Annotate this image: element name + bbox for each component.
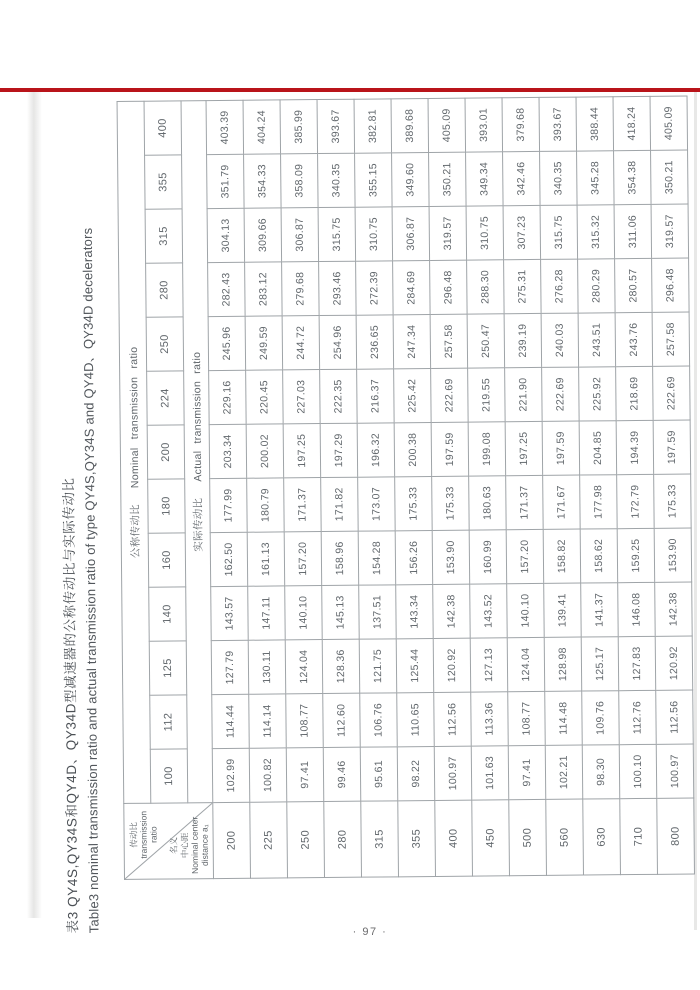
page-left-edge-shadow [27, 58, 42, 918]
table-cell: 276.28 [540, 259, 578, 313]
table-cell: 293.46 [318, 261, 356, 315]
table-cell: 97.41 [286, 747, 324, 801]
table-cell: 108.77 [507, 691, 545, 745]
transmission-ratio-table [116, 95, 694, 879]
table-cell: 127.83 [618, 636, 656, 690]
table-cell: 404.24 [243, 99, 281, 153]
table-cell: 158.62 [580, 528, 618, 582]
table-cell: 143.34 [395, 584, 433, 638]
table-cell: 358.09 [280, 153, 318, 207]
row-header-cell: 710 [619, 798, 657, 874]
header-red-rule [0, 88, 700, 92]
table-cell: 306.87 [281, 207, 319, 261]
table-titles [56, 95, 103, 935]
table-cell: 124.04 [507, 637, 545, 691]
table-cell: 249.59 [245, 315, 283, 369]
table-cell: 197.59 [653, 419, 691, 473]
table-cell: 180.79 [246, 477, 284, 531]
table-cell: 113.36 [470, 691, 508, 745]
table-cell: 142.38 [432, 584, 470, 638]
table-cell: 100.10 [619, 744, 657, 798]
table-cell: 171.37 [283, 477, 321, 531]
table-cell: 203.34 [209, 424, 247, 478]
table-cell: 156.26 [395, 530, 433, 584]
table-cell: 279.68 [281, 261, 319, 315]
table-cell: 158.82 [543, 529, 581, 583]
table-cell: 137.51 [358, 584, 396, 638]
table-cell: 315.75 [540, 205, 578, 259]
table-cell: 219.55 [467, 367, 505, 421]
table-cell: 154.28 [358, 530, 396, 584]
table-cell: 225.92 [578, 366, 616, 420]
table-cell: 222.69 [541, 367, 579, 421]
table-cell: 225.42 [393, 368, 431, 422]
table-cell: 222.35 [319, 369, 357, 423]
table-cell: 101.63 [471, 745, 509, 799]
table-cell: 128.36 [322, 639, 360, 693]
table-cell: 112.56 [433, 692, 471, 746]
table-cell: 125.44 [396, 638, 434, 692]
table-cell: 127.13 [470, 637, 508, 691]
table-cell: 141.37 [580, 582, 618, 636]
ratio-header-cell: 112 [149, 694, 187, 748]
table-cell: 146.08 [617, 582, 655, 636]
nominal-header-cn: 公称传动比 [128, 503, 142, 558]
table-cell: 354.33 [243, 153, 281, 207]
ratio-header-cell: 355 [144, 154, 182, 208]
table-cell: 418.24 [613, 96, 651, 150]
ratio-header-cell: 100 [150, 748, 188, 802]
table-cell: 340.35 [317, 153, 355, 207]
table-cell: 216.37 [356, 368, 394, 422]
table-cell: 171.82 [320, 477, 358, 531]
table-cell: 221.90 [504, 367, 542, 421]
table-cell: 139.41 [543, 583, 581, 637]
table-cell: 393.67 [539, 97, 577, 151]
table-cell: 393.67 [317, 99, 355, 153]
table-cell: 229.16 [208, 370, 246, 424]
table-cell: 257.58 [430, 314, 468, 368]
table-cell: 99.46 [323, 747, 361, 801]
table-cell: 196.32 [357, 422, 395, 476]
table-cell: 227.03 [282, 369, 320, 423]
table-cell: 385.99 [280, 99, 318, 153]
table-cell: 340.35 [539, 151, 577, 205]
table-cell: 159.25 [617, 528, 655, 582]
table-title-english: Table3 nominal transmission ratio and actual transmission ratio of type QY4S,QY34S and QY4D、QY34D decelerators [79, 227, 102, 933]
table-cell: 197.29 [320, 423, 358, 477]
table-cell: 161.13 [247, 531, 285, 585]
actual-header-cn: 实际传动比 [191, 497, 204, 552]
table-cell: 197.25 [283, 423, 321, 477]
table-cell: 388.44 [576, 96, 614, 150]
table-cell: 272.39 [355, 260, 393, 314]
table-cell: 140.10 [506, 583, 544, 637]
ratio-header-cell: 280 [145, 262, 183, 316]
table-cell: 222.69 [430, 368, 468, 422]
table-cell: 243.51 [578, 312, 616, 366]
table-cell: 275.31 [503, 259, 541, 313]
table-cell: 125.17 [581, 636, 619, 690]
corner-top-en2: ratio [148, 825, 159, 843]
table-cell: 112.60 [322, 693, 360, 747]
table-cell: 200.02 [246, 423, 284, 477]
table-cell: 121.75 [359, 638, 397, 692]
table-cell: 309.66 [244, 207, 282, 261]
table-cell: 114.14 [248, 693, 286, 747]
ratio-header-cell: 400 [144, 100, 182, 154]
table-cell: 310.75 [466, 205, 504, 259]
corner-label-transmission-ratio [128, 804, 159, 864]
table-row [650, 96, 694, 874]
table-cell: 127.79 [211, 640, 249, 694]
table-cell: 157.20 [506, 529, 544, 583]
ratio-header-cell: 160 [148, 532, 186, 586]
table-cell: 153.90 [654, 527, 692, 581]
table-cell: 197.59 [431, 422, 469, 476]
table-cell: 351.79 [206, 154, 244, 208]
table-cell: 239.19 [504, 313, 542, 367]
table-cell: 199.08 [468, 421, 506, 475]
table-cell: 245.96 [208, 316, 246, 370]
row-header-cell: 225 [249, 801, 287, 877]
table-cell: 140.10 [284, 585, 322, 639]
table-cell: 311.06 [614, 204, 652, 258]
table-cell: 349.34 [465, 151, 503, 205]
table-cell: 197.25 [505, 421, 543, 475]
table-cell: 379.68 [502, 97, 540, 151]
corner-cell [123, 802, 213, 879]
table-cell: 319.57 [651, 204, 689, 258]
table-cell: 236.65 [356, 314, 394, 368]
table-cell: 98.30 [582, 744, 620, 798]
table-cell: 350.21 [428, 152, 466, 206]
table-cell: 162.50 [210, 532, 248, 586]
table-cell: 284.69 [392, 260, 430, 314]
nominal-header-en: Nominal transmission ratio [127, 346, 141, 488]
table-cell: 175.33 [431, 476, 469, 530]
table-cell: 160.99 [469, 529, 507, 583]
row-header-cell: 355 [397, 800, 435, 876]
row-header-cell: 500 [508, 799, 546, 875]
table-cell: 315.75 [318, 207, 356, 261]
corner-bottom-en1: Nominal center [188, 816, 200, 874]
row-header-cell: 450 [471, 799, 509, 875]
row-header-cell: 250 [286, 801, 324, 877]
ratio-header-cell: 224 [146, 370, 184, 424]
table-cell: 100.97 [434, 746, 472, 800]
table-cell: 172.79 [616, 474, 654, 528]
row-header-cell: 560 [545, 799, 583, 875]
table-cell: 247.34 [393, 314, 431, 368]
row-header-cell: 315 [360, 800, 398, 876]
table-cell: 280.57 [614, 258, 652, 312]
ratio-header-cell: 250 [146, 316, 184, 370]
table-cell: 145.13 [321, 585, 359, 639]
table-cell: 95.61 [360, 746, 398, 800]
table-title-chinese: 表3 QY4S,QY34S和QY4D、QY34D型减速器的公称传动比与实际传动比 [60, 476, 81, 934]
table-cell: 110.65 [396, 692, 434, 746]
table-cell: 109.76 [581, 690, 619, 744]
table-cell: 108.77 [285, 693, 323, 747]
row-header-cell: 630 [582, 798, 620, 874]
corner-bottom-cn2: 中心距 [178, 832, 189, 858]
corner-bottom-en2: distance a₁ [198, 823, 210, 866]
table-cell: 220.45 [245, 369, 283, 423]
row-header-cell: 800 [656, 797, 694, 873]
ratio-header-cell: 125 [149, 640, 187, 694]
table-cell: 389.68 [391, 98, 429, 152]
table-cell: 112.76 [618, 690, 656, 744]
table-cell: 157.20 [284, 531, 322, 585]
table-cell: 114.44 [211, 694, 249, 748]
table-cell: 350.21 [650, 150, 688, 204]
table-cell: 143.52 [469, 583, 507, 637]
table-cell: 130.11 [248, 639, 286, 693]
table-cell: 393.01 [465, 97, 503, 151]
corner-label-center-distance [168, 812, 209, 878]
table-cell: 296.48 [429, 260, 467, 314]
corner-top-en1: transmission [138, 810, 149, 859]
table-cell: 342.46 [502, 151, 540, 205]
table-cell: 254.96 [319, 315, 357, 369]
table-cell: 147.11 [247, 585, 285, 639]
table-cell: 315.32 [577, 204, 615, 258]
table-cell: 158.96 [321, 531, 359, 585]
table-cell: 355.15 [354, 152, 392, 206]
table-cell: 282.43 [207, 262, 245, 316]
table-cell: 382.81 [354, 98, 392, 152]
table-cell: 100.82 [249, 747, 287, 801]
table-cell: 112.56 [655, 689, 693, 743]
table-cell: 307.23 [503, 205, 541, 259]
actual-header-en: Actual transmission ratio [190, 351, 204, 482]
ratio-header-cell: 315 [145, 208, 183, 262]
table-cell: 102.99 [212, 748, 250, 802]
table-cell: 175.33 [653, 473, 691, 527]
table-cell: 120.92 [433, 638, 471, 692]
table-cell: 106.76 [359, 692, 397, 746]
table-cell: 240.03 [541, 313, 579, 367]
row-header-cell: 400 [434, 800, 472, 876]
table-cell: 204.85 [579, 420, 617, 474]
table-cell: 405.09 [428, 98, 466, 152]
table-cell: 124.04 [285, 639, 323, 693]
table-cell: 304.13 [207, 208, 245, 262]
table-cell: 114.48 [544, 691, 582, 745]
corner-top-cn: 传动比 [128, 821, 139, 848]
table-cell: 98.22 [397, 746, 435, 800]
rotated-table-block [56, 89, 699, 935]
table-cell: 171.67 [542, 475, 580, 529]
table-cell: 171.37 [505, 475, 543, 529]
table-cell: 153.90 [432, 530, 470, 584]
table-cell: 403.39 [206, 100, 244, 154]
ratio-header-cell: 140 [148, 586, 186, 640]
corner-bottom-cn1: 名义 [168, 836, 179, 854]
row-header-cell: 280 [323, 801, 361, 877]
table-cell: 222.69 [652, 366, 690, 420]
table-cell: 243.76 [615, 312, 653, 366]
table-cell: 296.48 [651, 258, 689, 312]
table-cell: 128.98 [544, 637, 582, 691]
table-cell: 354.38 [613, 150, 651, 204]
table-cell: 257.58 [652, 312, 690, 366]
table-cell: 218.69 [615, 366, 653, 420]
table-cell: 194.39 [616, 420, 654, 474]
table-cell: 100.97 [656, 743, 694, 797]
table-cell: 102.21 [545, 745, 583, 799]
row-header-cell: 200 [212, 802, 250, 878]
table-cell: 180.63 [468, 475, 506, 529]
table-cell: 177.98 [579, 474, 617, 528]
table-cell: 173.07 [357, 476, 395, 530]
table-cell: 177.99 [209, 478, 247, 532]
table-cell: 283.12 [244, 261, 282, 315]
ratio-header-cell: 180 [147, 478, 185, 532]
table-cell: 349.60 [391, 152, 429, 206]
table-cell: 175.33 [394, 476, 432, 530]
ratio-header-cell: 200 [147, 424, 185, 478]
table-cell: 197.59 [542, 421, 580, 475]
table-cell: 143.57 [210, 586, 248, 640]
table-cell: 200.38 [394, 422, 432, 476]
table-cell: 319.57 [429, 206, 467, 260]
table-cell: 97.41 [508, 745, 546, 799]
page-number: · 97 · [352, 926, 388, 938]
table-cell: 288.30 [466, 259, 504, 313]
table-cell: 120.92 [655, 635, 693, 689]
table-cell: 306.87 [392, 206, 430, 260]
table-cell: 142.38 [654, 581, 692, 635]
table-cell: 244.72 [282, 315, 320, 369]
top-margin-mask [0, 0, 700, 88]
table-cell: 280.29 [577, 258, 615, 312]
table-cell: 250.47 [467, 313, 505, 367]
table-cell: 310.75 [355, 206, 393, 260]
table-cell: 345.28 [576, 150, 614, 204]
table-cell: 405.09 [650, 96, 688, 150]
